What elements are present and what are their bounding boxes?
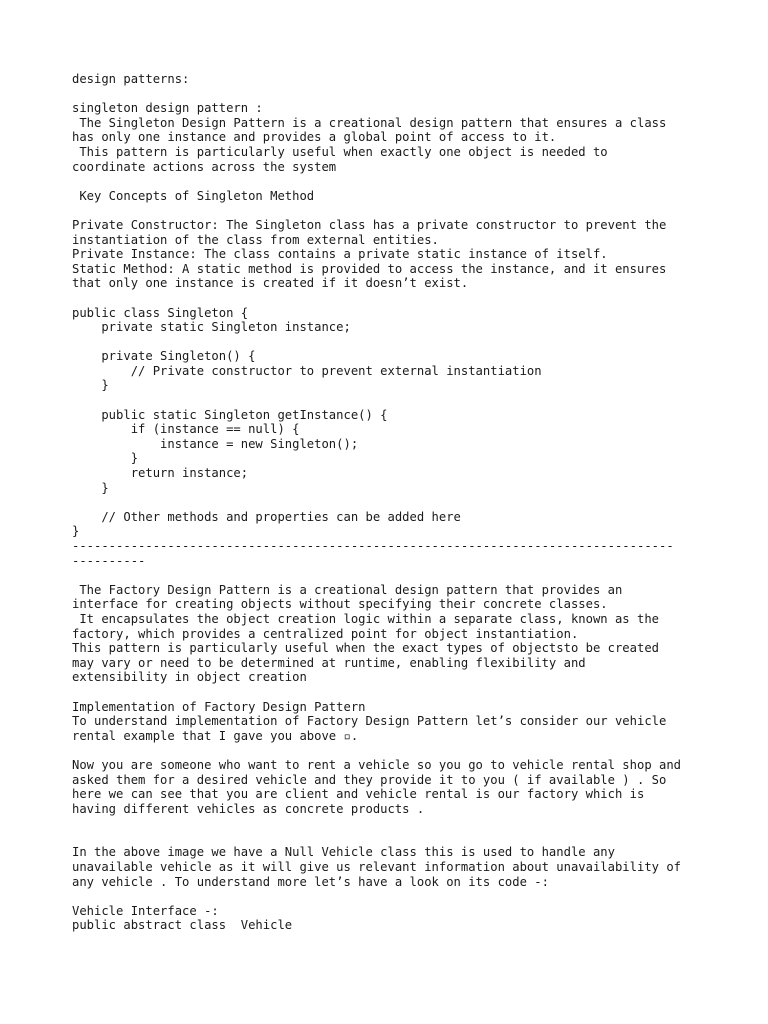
text-line: here we can see that you are client and vehicle rental is our factory which is xyxy=(72,787,645,802)
text-line: singleton design pattern : xyxy=(72,101,263,116)
text-line: This pattern is particularly useful when the exact types of objectsto be created xyxy=(72,641,659,656)
text-line xyxy=(72,174,712,189)
text-line: In the above image we have a Null Vehicle class this is used to handle any xyxy=(72,845,615,860)
text-line xyxy=(72,495,712,510)
text-line: public static Singleton getInstance() { xyxy=(72,407,388,422)
text-line: // Private constructor to prevent external instantiation xyxy=(72,363,542,378)
text-line: ---------------------------------------------------------------------------------- xyxy=(72,539,674,553)
text-line: asked them for a desired vehicle and they provide it to you ( if available ) . So xyxy=(72,772,667,787)
text-line xyxy=(72,87,712,102)
text-line: unavailable vehicle as it will give us relevant information about unavailability of xyxy=(72,860,682,875)
text-line: has only one instance and provides a global point of access to it. xyxy=(72,130,557,145)
text-line xyxy=(72,291,712,306)
text-line xyxy=(72,393,712,408)
text-line xyxy=(72,831,712,846)
text-line xyxy=(72,568,712,583)
text-line xyxy=(72,335,712,350)
text-line: To understand implementation of Factory Design Pattern let’s consider our vehicle xyxy=(72,714,667,729)
text-line: may vary or need to be determined at runtime, enabling flexibility and xyxy=(72,655,586,670)
text-line: rental example that I gave you above ▫. xyxy=(72,728,359,743)
text-line: } xyxy=(72,451,139,466)
text-line xyxy=(72,816,712,831)
text-line: coordinate actions across the system xyxy=(72,159,337,174)
text-line: factory, which provides a centralized point for object instantiation. xyxy=(72,626,579,641)
text-line: } xyxy=(72,524,80,539)
text-line: instantiation of the class from external entities. xyxy=(72,232,439,247)
text-line xyxy=(72,685,712,700)
text-line xyxy=(72,743,712,758)
text-line: having different vehicles as concrete products . xyxy=(72,801,425,816)
text-line: interface for creating objects without specifying their concrete classes. xyxy=(72,597,608,612)
text-line xyxy=(72,203,712,218)
text-line: The Singleton Design Pattern is a creational design pattern that ensures a class xyxy=(72,115,667,130)
text-line: instance = new Singleton(); xyxy=(72,436,359,451)
text-line: Implementation of Factory Design Pattern xyxy=(72,699,366,714)
text-line: private Singleton() { xyxy=(72,349,256,364)
text-line: Private Constructor: The Singleton class has a private constructor to prevent the xyxy=(72,217,667,232)
text-line: Private Instance: The class contains a private static instance of itself. xyxy=(72,247,608,262)
text-line: any vehicle . To understand more let’s have a look on its code -: xyxy=(72,874,549,889)
text-line: extensibility in object creation xyxy=(72,670,307,685)
text-line: It encapsulates the object creation logic within a separate class, known as the xyxy=(72,611,659,626)
text-line: ---------- xyxy=(72,553,146,568)
text-line xyxy=(72,889,712,904)
text-line: public class Singleton { xyxy=(72,305,249,320)
text-line: Static Method: A static method is provided to access the instance, and it ensures xyxy=(72,261,667,276)
text-line: design patterns: xyxy=(72,72,190,86)
document-page xyxy=(72,72,712,933)
text-line: if (instance == null) { xyxy=(72,422,300,437)
text-line: // Other methods and properties can be added here xyxy=(72,509,461,524)
text-line: private static Singleton instance; xyxy=(72,320,351,335)
text-line: that only one instance is created if it doesn’t exist. xyxy=(72,276,469,291)
text-line: Now you are someone who want to rent a vehicle so you go to vehicle rental shop and xyxy=(72,757,682,772)
text-line: This pattern is particularly useful when exactly one object is needed to xyxy=(72,144,608,159)
text-line: } xyxy=(72,378,109,393)
text-line: public abstract class Vehicle xyxy=(72,918,293,933)
text-line: The Factory Design Pattern is a creational design pattern that provides an xyxy=(72,582,623,597)
text-line: Key Concepts of Singleton Method xyxy=(72,188,315,203)
text-line: return instance; xyxy=(72,466,249,481)
text-line: } xyxy=(72,480,109,495)
text-line: Vehicle Interface -: xyxy=(72,903,219,918)
